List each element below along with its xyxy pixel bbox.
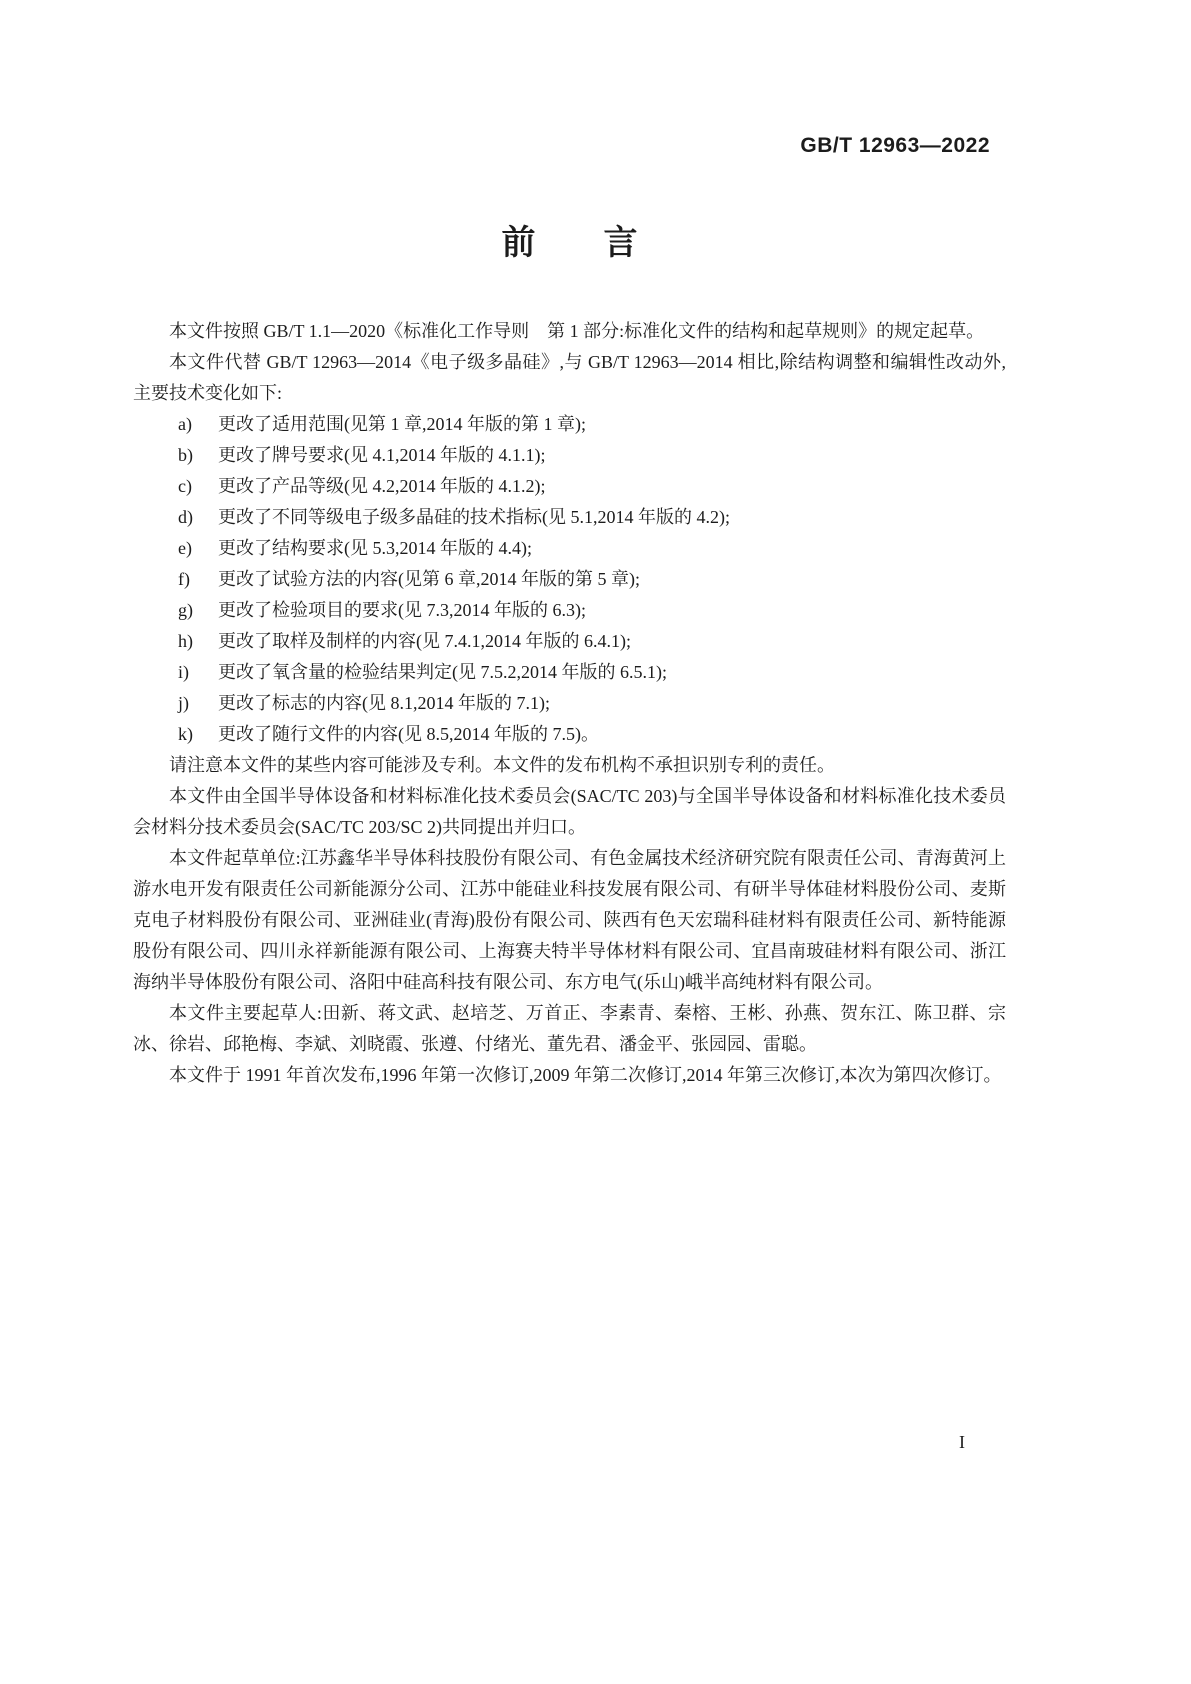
- list-item-label: h): [178, 631, 193, 651]
- paragraph-committee: 本文件由全国半导体设备和材料标准化技术委员会(SAC/TC 203)与全国半导体设备和材料标准化技术委员会材料分技术委员会(SAC/TC 203/SC 2)共同提出并归口。: [133, 786, 1006, 837]
- list-item-text: 更改了试验方法的内容(见第 6 章,2014 年版的第 5 章);: [218, 569, 640, 589]
- list-item-text: 更改了标志的内容(见 8.1,2014 年版的 7.1);: [218, 693, 550, 713]
- document-body: [133, 316, 1006, 1091]
- paragraph-drafting-organizations: 本文件起草单位:江苏鑫华半导体科技股份有限公司、有色金属技术经济研究院有限责任公司、青海黄河上游水电开发有限责任公司新能源分公司、江苏中能硅业科技发展有限公司、有研半导体硅材料股份公司、麦斯克电子材料股份有限公司、亚洲硅业(青海)股份有限公司、陕西有色天宏瑞科硅材料有限责任公司、新特能源股份有限公司、四川永祥新能源有限公司、上海赛夫特半导体材料有限公司、宜昌南玻硅材料有限公司、浙江海纳半导体股份有限公司、洛阳中硅高科技有限公司、东方电气(乐山)峨半高纯材料有限公司。: [133, 848, 1006, 992]
- list-item-text: 更改了结构要求(见 5.3,2014 年版的 4.4);: [218, 538, 532, 558]
- list-item-text: 更改了牌号要求(见 4.1,2014 年版的 4.1.1);: [218, 445, 546, 465]
- list-item: [133, 657, 1006, 688]
- list-item-text: 更改了产品等级(见 4.2,2014 年版的 4.1.2);: [218, 476, 546, 496]
- list-item: [133, 626, 1006, 657]
- list-item-label: f): [178, 569, 190, 589]
- list-item-text: 更改了不同等级电子级多晶硅的技术指标(见 5.1,2014 年版的 4.2);: [218, 507, 730, 527]
- list-item-label: c): [178, 476, 192, 496]
- paragraph-replaces: 本文件代替 GB/T 12963—2014《电子级多晶硅》,与 GB/T 12963—2014 相比,除结构调整和编辑性改动外,主要技术变化如下:: [133, 352, 1006, 403]
- list-item-label: b): [178, 445, 193, 465]
- paragraph-revision-history: 本文件于 1991 年首次发布,1996 年第一次修订,2009 年第二次修订,2014 年第三次修订,本次为第四次修订。: [169, 1065, 1002, 1085]
- list-item-label: j): [178, 693, 189, 713]
- page-title: 前 言: [501, 224, 638, 262]
- list-item: [133, 564, 1006, 595]
- list-item-label: g): [178, 600, 193, 620]
- list-item: [133, 502, 1006, 533]
- list-item-label: k): [178, 724, 193, 744]
- page-number: I: [959, 1432, 965, 1452]
- list-item-label: a): [178, 414, 192, 434]
- changes-list: [133, 409, 1006, 750]
- list-item-text: 更改了取样及制样的内容(见 7.4.1,2014 年版的 6.4.1);: [218, 631, 631, 651]
- list-item-label: i): [178, 662, 189, 682]
- list-item-text: 更改了检验项目的要求(见 7.3,2014 年版的 6.3);: [218, 600, 586, 620]
- list-item: [133, 719, 1006, 750]
- list-item-text: 更改了随行文件的内容(见 8.5,2014 年版的 7.5)。: [218, 724, 599, 744]
- list-item: [133, 595, 1006, 626]
- paragraph-patent-notice: 请注意本文件的某些内容可能涉及专利。本文件的发布机构不承担识别专利的责任。: [169, 755, 835, 775]
- list-item: [133, 409, 1006, 440]
- paragraph-drafters: 本文件主要起草人:田新、蒋文武、赵培芝、万首正、李素青、秦榕、王彬、孙燕、贺东江、陈卫群、宗冰、徐岩、邱艳梅、李斌、刘晓霞、张遵、付绪光、董先君、潘金平、张园园、雷聪。: [133, 1003, 1006, 1054]
- list-item-label: e): [178, 538, 192, 558]
- list-item-text: 更改了适用范围(见第 1 章,2014 年版的第 1 章);: [218, 414, 586, 434]
- list-item-label: d): [178, 507, 193, 527]
- standard-number: GB/T 12963—2022: [800, 134, 990, 157]
- paragraph-basis: 本文件按照 GB/T 1.1—2020《标准化工作导则 第 1 部分:标准化文件的结构和起草规则》的规定起草。: [169, 321, 985, 341]
- list-item-text: 更改了氧含量的检验结果判定(见 7.5.2,2014 年版的 6.5.1);: [218, 662, 667, 682]
- list-item: [133, 533, 1006, 564]
- list-item: [133, 471, 1006, 502]
- list-item: [133, 440, 1006, 471]
- list-item: [133, 688, 1006, 719]
